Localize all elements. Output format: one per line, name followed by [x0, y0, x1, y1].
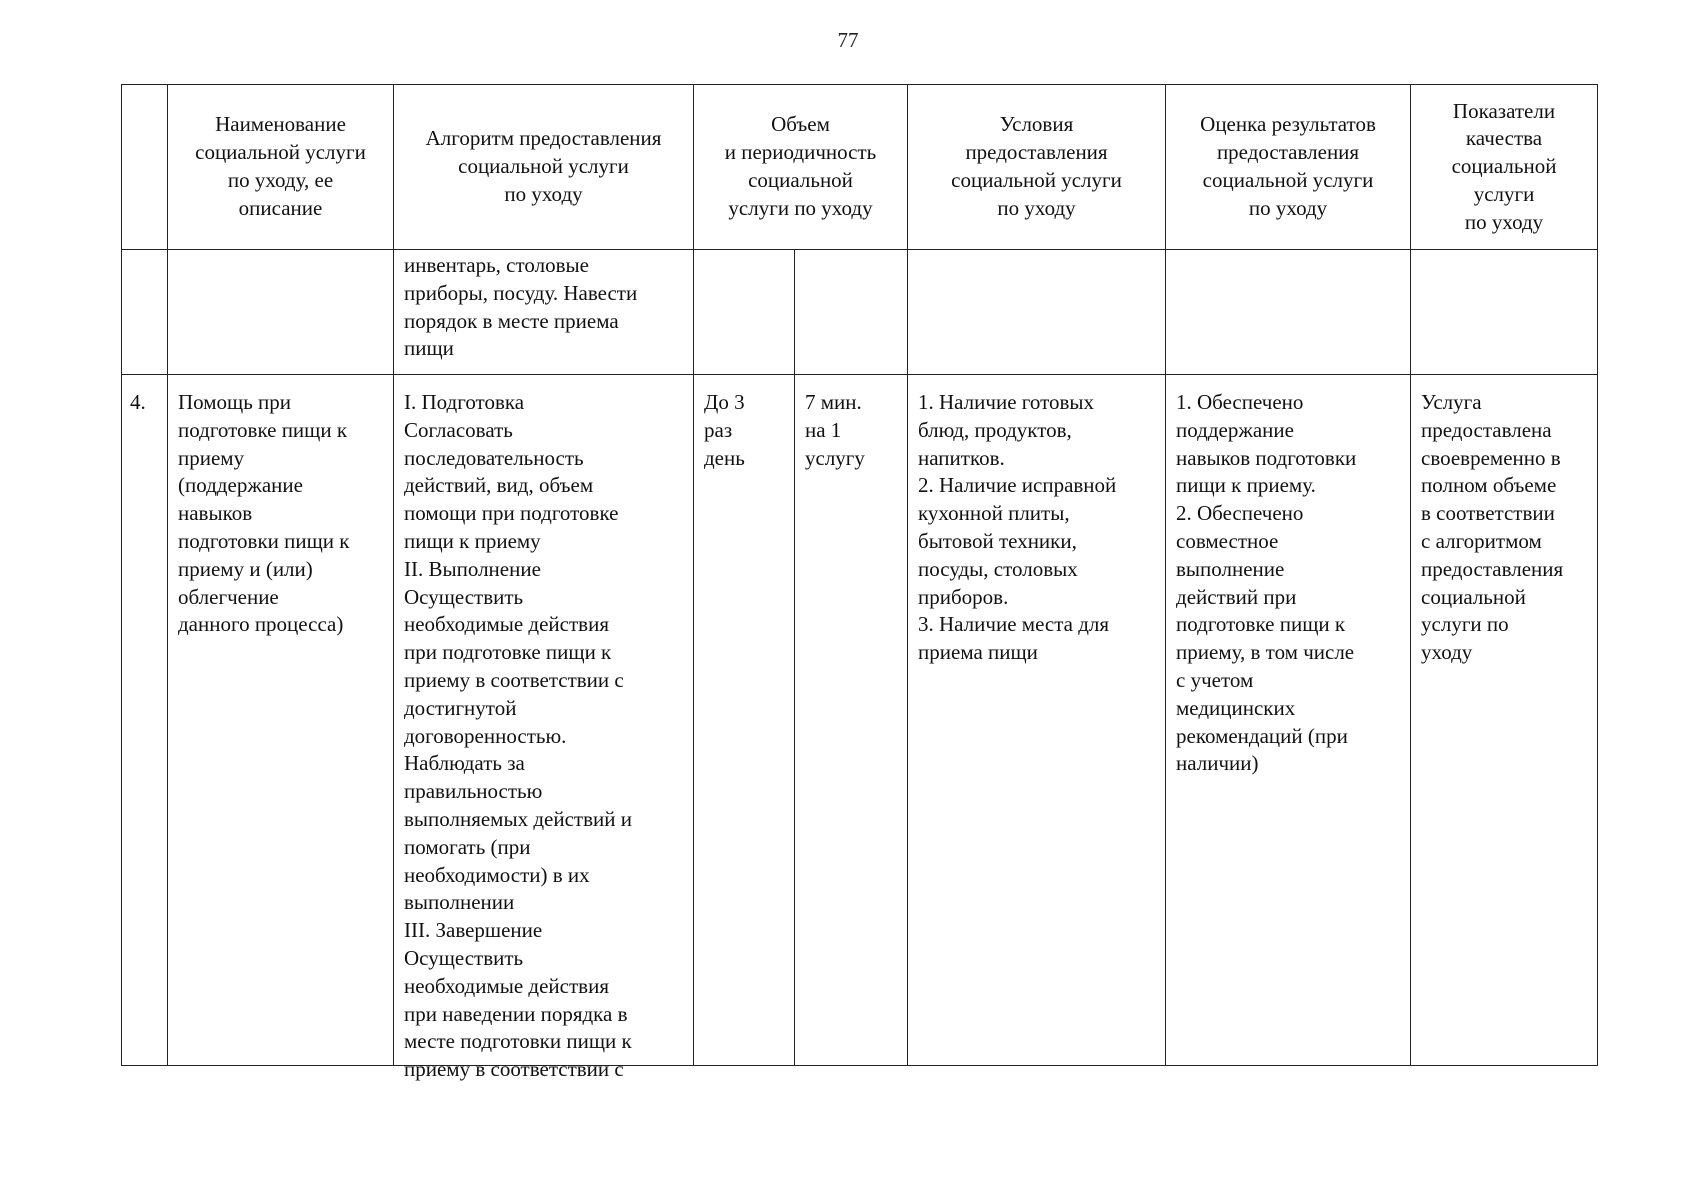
cell-text — [1166, 107, 1410, 226]
text-line: по уходу — [504, 181, 583, 206]
text-line: III. Завершение — [404, 918, 543, 943]
text-line: своевременно в — [1421, 445, 1561, 470]
text-line: в соответствии — [1421, 501, 1555, 526]
text-line: кухонной плиты, — [918, 501, 1070, 526]
text-line: приему в соответствии с — [404, 1057, 624, 1082]
continuation-row — [122, 250, 1598, 375]
text-line: приему, в том числе — [1176, 640, 1355, 665]
text-line: действий, вид, объем — [404, 473, 594, 498]
text-line: II. Выполнение — [404, 556, 541, 581]
text-line: приему — [178, 445, 245, 470]
text-line: описание — [238, 195, 323, 220]
cell-text — [122, 163, 167, 171]
text-line: предоставления — [1216, 140, 1360, 165]
cell-text — [168, 107, 393, 226]
text-line: навыков подготовки — [1176, 445, 1357, 470]
text-line: и периодичность — [724, 140, 877, 165]
text-line: последовательность — [404, 445, 584, 470]
text-line: с учетом — [1176, 667, 1254, 692]
cell-text — [694, 375, 794, 1065]
cell-text — [394, 121, 693, 212]
row-conditions-cell — [908, 375, 1166, 1066]
text-line: Показатели — [1452, 98, 1556, 123]
text-line: подготовке пищи к — [1176, 612, 1346, 637]
text-line: полном объеме — [1421, 473, 1557, 498]
cell-text — [795, 375, 907, 1065]
text-line: Оценка результатов — [1200, 112, 1376, 137]
social-services-table — [121, 84, 1598, 1082]
text-line: с алгоритмом — [1421, 528, 1542, 553]
text-line: социальной услуги — [951, 168, 1122, 192]
cont-algorithm-cell — [394, 250, 694, 375]
text-line: подготовки пищи к — [178, 528, 350, 553]
text-line: бытовой техники, — [918, 528, 1077, 553]
text-line: выполнении — [404, 890, 515, 915]
text-line: помогать (при — [404, 834, 531, 859]
cell-text — [1411, 375, 1597, 1065]
cont-duration-cell — [795, 250, 908, 375]
text-line: приема пищи — [918, 640, 1038, 665]
text-line: рекомендаций (при — [1176, 723, 1348, 748]
text-line: социальной — [1421, 584, 1526, 609]
text-line: достигнутой — [404, 695, 517, 720]
text-line: раз — [704, 417, 733, 442]
text-line: услугу — [805, 445, 865, 470]
text-line: 2. Наличие исправной — [918, 473, 1117, 498]
cell-text — [1166, 375, 1410, 1065]
text-line: Наименование — [215, 112, 346, 137]
header-volume — [694, 85, 908, 250]
text-line: социальной услуги — [1202, 168, 1374, 192]
cell-text — [908, 107, 1165, 226]
text-line: подготовке пищи к — [178, 417, 348, 442]
text-line: необходимые действия — [404, 973, 609, 998]
text-line: при наведении порядка в — [404, 1001, 628, 1026]
header-quality — [1411, 85, 1598, 250]
text-line: необходимости) в их — [404, 862, 590, 887]
text-line: Осуществить — [404, 584, 524, 609]
text-line: уходу — [1421, 640, 1473, 665]
text-line: предоставлена — [1421, 417, 1552, 442]
text-line: по уходу — [1464, 209, 1544, 234]
cell-text — [1411, 94, 1597, 241]
text-line: при подготовке пищи к — [404, 640, 612, 665]
text-line: совместное — [1176, 528, 1279, 553]
row-quality-cell — [1411, 375, 1598, 1066]
text-line: напитков. — [918, 445, 1005, 470]
text-line: предоставления — [1421, 556, 1564, 581]
text-line: Услуга — [1421, 390, 1482, 414]
cont-frequency-cell — [694, 250, 795, 375]
row-num-cell: 4. — [122, 375, 168, 1066]
header-name — [168, 85, 394, 250]
text-line: поддержание — [1176, 417, 1294, 442]
row-duration-cell — [795, 375, 908, 1066]
text-line: Объем — [771, 112, 830, 137]
text-line: пищи — [404, 336, 454, 361]
text-line: облегчение — [178, 584, 279, 609]
text-line: действий при — [1176, 584, 1297, 609]
text-line: Условия — [999, 112, 1074, 137]
text-line: социальной услуги — [195, 140, 366, 165]
text-line: 3. Наличие места для — [918, 612, 1110, 637]
text-line: предоставления — [965, 140, 1108, 165]
cell-text — [394, 250, 693, 363]
header-row — [122, 85, 1598, 250]
text-line: выполнение — [1176, 556, 1285, 581]
text-line: по уходу — [997, 195, 1076, 220]
page-number: 77 — [837, 28, 859, 52]
text-line: услуги по уходу — [728, 195, 873, 220]
text-line: Осуществить — [404, 945, 524, 970]
text-line: 2. Обеспечено — [1176, 501, 1304, 526]
text-line: 1. Наличие готовых — [918, 390, 1095, 414]
header-evaluation — [1166, 85, 1411, 250]
text-line: помощи при подготовке — [404, 501, 619, 526]
row-frequency-cell — [694, 375, 795, 1066]
text-line: необходимые действия — [404, 612, 609, 637]
text-line: пищи к приему. — [1176, 473, 1316, 498]
cell-text — [908, 375, 1165, 1065]
text-line: качества — [1465, 126, 1543, 151]
text-line: на 1 — [805, 417, 842, 442]
text-line: блюд, продуктов, — [918, 417, 1072, 442]
cont-evaluation-cell — [1166, 250, 1411, 375]
cont-name-cell — [168, 250, 394, 375]
cont-num-cell — [122, 250, 168, 375]
text-line: Помощь при — [178, 390, 292, 414]
text-line: социальной — [748, 168, 853, 192]
text-line: приборы, посуду. Навести — [404, 280, 638, 305]
header-algorithm — [394, 85, 694, 250]
row-algorithm-cell — [394, 375, 694, 1082]
text-line: 7 мин. — [805, 390, 862, 414]
text-line: приему и (или) — [178, 556, 313, 581]
text-line: 1. Обеспечено — [1176, 390, 1304, 414]
text-line: Алгоритм предоставления — [425, 126, 662, 151]
cell-text — [694, 107, 907, 226]
text-line: Наблюдать за — [404, 751, 525, 776]
text-line: Согласовать — [404, 417, 513, 442]
row-evaluation-cell — [1166, 375, 1411, 1066]
text-line: месте подготовки пищи к — [404, 1029, 632, 1054]
table-row — [122, 375, 1598, 1066]
text-line: пищи к приему — [404, 528, 541, 553]
text-line: навыков — [178, 501, 253, 526]
header-conditions — [908, 85, 1166, 250]
text-line: социальной услуги — [458, 154, 629, 179]
text-line: по уходу, ее — [227, 168, 334, 192]
text-line: по уходу — [1248, 195, 1328, 220]
text-line: день — [704, 445, 745, 470]
header-num — [122, 85, 168, 250]
text-line: выполняемых действий и — [404, 806, 632, 831]
text-line: порядок в месте приема — [404, 308, 619, 333]
text-line: приему в соответствии с — [404, 667, 624, 692]
text-line: услуги — [1473, 181, 1535, 206]
cell-text — [394, 375, 693, 1082]
cont-quality-cell — [1411, 250, 1598, 375]
text-line: До 3 — [704, 390, 745, 414]
row-name-cell — [168, 375, 394, 1066]
text-line: договоренностью. — [404, 723, 567, 748]
text-line: наличии) — [1176, 751, 1259, 776]
cont-conditions-cell — [908, 250, 1166, 375]
text-line: приборов. — [918, 584, 1009, 609]
text-line: инвентарь, столовые — [404, 253, 589, 277]
text-line: посуды, столовых — [918, 556, 1078, 581]
text-line: социальной — [1451, 154, 1557, 179]
text-line: данного процесса) — [178, 612, 344, 637]
cell-text — [168, 375, 393, 1065]
text-line: (поддержание — [178, 473, 303, 498]
text-line: правильностью — [404, 779, 543, 804]
text-line: услуги по — [1421, 612, 1509, 637]
text-line: I. Подготовка — [404, 390, 525, 414]
text-line: медицинских — [1176, 695, 1296, 720]
